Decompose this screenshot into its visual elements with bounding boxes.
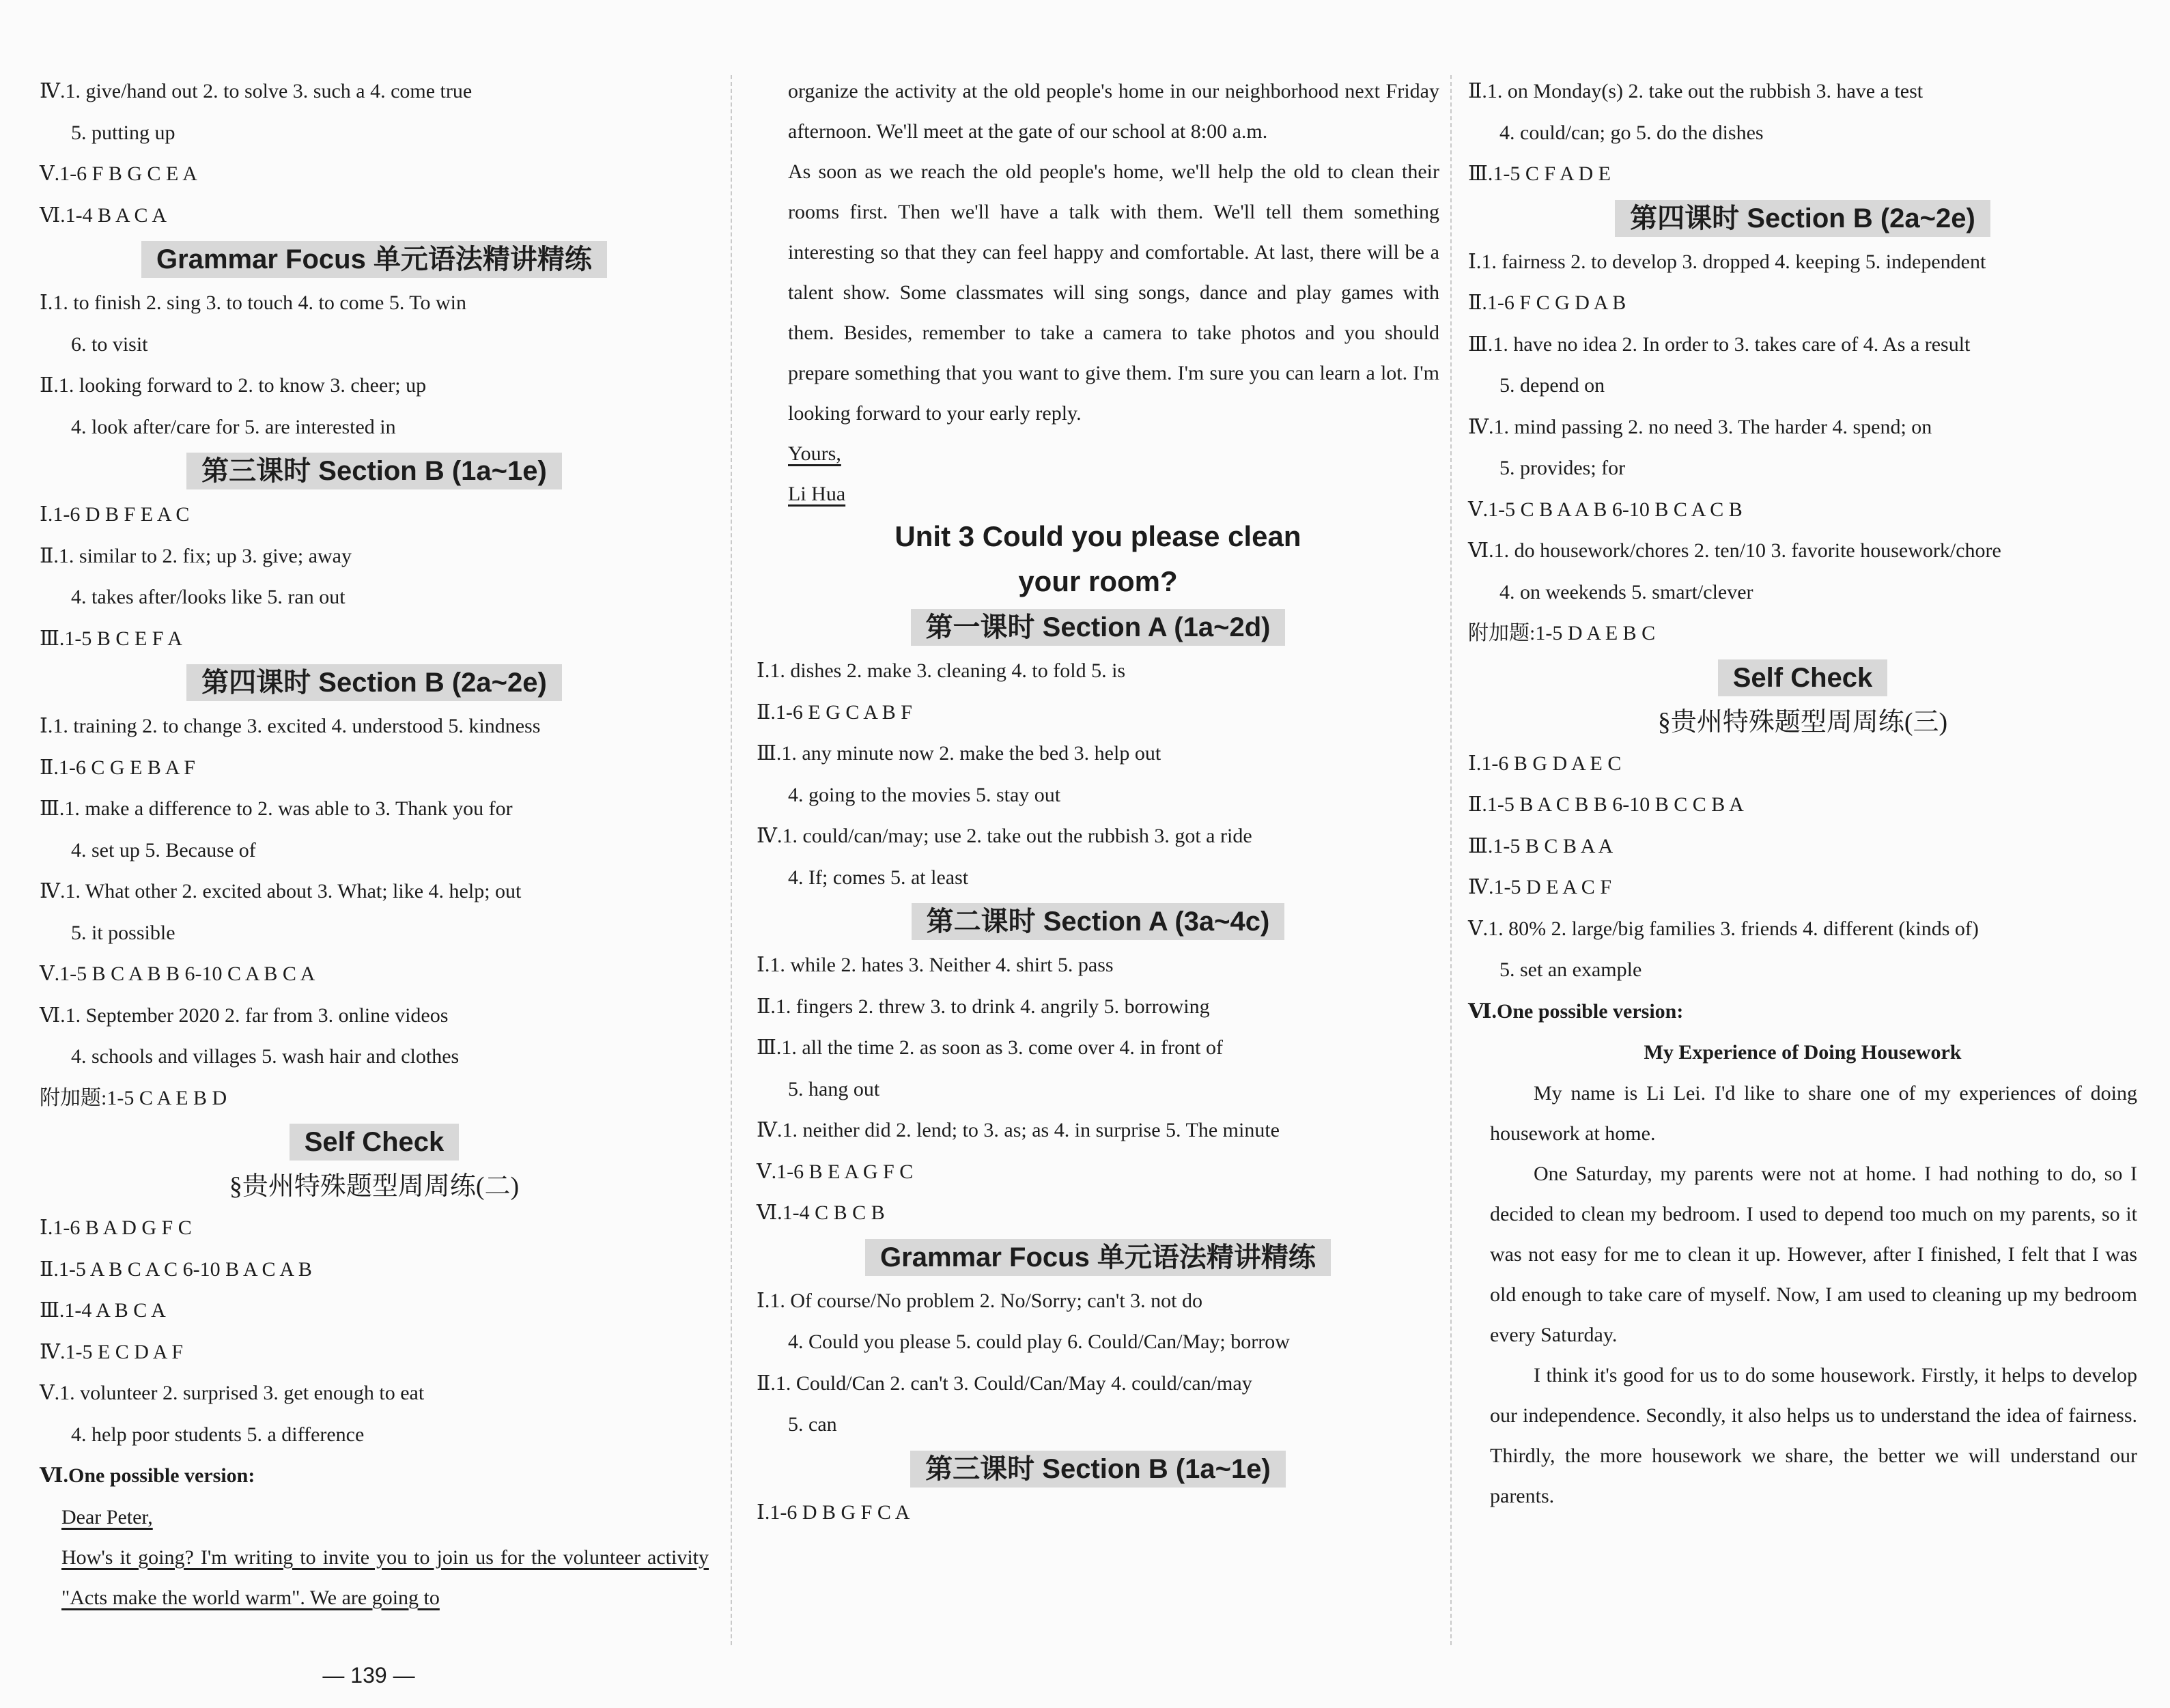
essay-paragraph: One Saturday, my parents were not at home. I had nothing to do, so I decided to clean my bedroom. I used to depend too much on my parents, so it was not easy for me to clean it up. However, after I finished, I felt that I was old enough to take care of myself. Now, I am used to cleaning up my bedroom every Saturday.	[1490, 1163, 2137, 1346]
answer-line: Ⅱ.1. similar to 2. fix; up 3. give; away	[40, 544, 352, 567]
answer-line: Ⅲ.1. have no idea 2. In order to 3. takes care of 4. As a result	[1468, 332, 1971, 356]
weekly-title: §贵州特殊题型周周练(二)	[229, 1172, 520, 1201]
answer-line: Ⅰ.1. fairness 2. to develop 3. dropped 4. keeping 5. independent	[1468, 250, 1986, 273]
answer-line: Ⅲ.1-5 C F A D E	[1468, 162, 1611, 185]
essay-paragraph: My name is Li Lei. I'd like to share one of my experiences of doing housework at home.	[1490, 1082, 2137, 1145]
answer-line: Ⅵ.1. September 2020 2. far from 3. online videos	[40, 1004, 449, 1027]
section-heading: Self Check	[1468, 655, 2137, 701]
version-label: Ⅵ.One possible version:	[40, 1464, 255, 1487]
answer-line: 4. schools and villages 5. wash hair and clothes	[71, 1045, 460, 1068]
answer-line: Ⅳ.1-5 E C D A F	[40, 1340, 183, 1363]
answer-line: Ⅳ.1. give/hand out 2. to solve 3. such a 4. come true	[40, 80, 473, 102]
answer-line: Ⅱ.1-5 A B C A C 6-10 B A C A B	[40, 1257, 312, 1281]
answer-line: 4. Could you please 5. could play 6. Could/Can/May; borrow	[788, 1330, 1290, 1353]
answer-line: Ⅳ.1. mind passing 2. no need 3. The harder 4. spend; on	[1468, 415, 1932, 438]
answer-line: 4. set up 5. Because of	[71, 838, 256, 862]
answer-line: Ⅳ.1-5 D E A C F	[1468, 876, 1611, 898]
letter-paragraph: As soon as we reach the old people's home, we'll help the old to clean their rooms first. Then we'll have a talk with them. We'll tell them something interesting so that they can feel happy and comfortable. At last, there will be a talent show. Some classmates will sing songs, dance and play games with them. Besides, remember to take a camera to take photos and you should prepare something that you want to give them. I'm sure you can learn a lot. I'm looking forward to your early reply.	[788, 160, 1439, 425]
answer-line: Ⅳ.1. neither did 2. lend; to 3. as; as 4. in surprise 5. The minute	[757, 1119, 1280, 1141]
answer-line: Ⅴ.1-6 B E A G F C	[757, 1160, 914, 1183]
answer-line: 4. look after/care for 5. are interested in	[71, 415, 396, 438]
letter-signature: Li Hua	[788, 483, 846, 505]
answer-line: Ⅲ.1. make a difference to 2. was able to 3. Thank you for	[40, 797, 513, 820]
essay-title: My Experience of Doing Housework	[1644, 1041, 1962, 1064]
answer-line: Ⅱ.1-6 C G E B A F	[40, 756, 195, 779]
answer-line: Ⅲ.1-5 B C E F A	[40, 627, 182, 650]
page-number: — 139 —	[322, 1663, 415, 1688]
answer-line: Ⅰ.1. while 2. hates 3. Neither 4. shirt 5. pass	[757, 954, 1114, 976]
section-heading: Grammar Focus 单元语法精讲精练	[40, 236, 709, 283]
answer-line: 5. hang out	[788, 1077, 880, 1100]
answer-line: Ⅵ.1-4 C B C B	[757, 1201, 885, 1224]
letter-closing: Yours,	[788, 442, 841, 465]
weekly-title: §贵州特殊题型周周练(三)	[1657, 707, 1948, 737]
unit-title: Unit 3 Could you please clean	[894, 520, 1301, 552]
answer-line: Ⅴ.1-6 F B G C E A	[40, 162, 197, 185]
answer-line: 附加题:1-5 C A E B D	[40, 1086, 227, 1109]
answer-line: 附加题:1-5 D A E B C	[1468, 622, 1656, 644]
answer-line: Ⅵ.1. do housework/chores 2. ten/10 3. favorite housework/chore	[1468, 539, 2001, 562]
answer-line: Ⅲ.1-4 A B C A	[40, 1299, 166, 1322]
answer-line: Ⅱ.1. on Monday(s) 2. take out the rubbish 3. have a test	[1468, 80, 1924, 102]
unit-title: your room?	[1018, 565, 1178, 597]
answer-line: 4. going to the movies 5. stay out	[788, 783, 1061, 806]
answer-line: Ⅱ.1. Could/Can 2. can't 3. Could/Can/May 4. could/can/may	[757, 1371, 1252, 1395]
section-heading: 第二课时 Section A (3a~4c)	[757, 898, 1439, 945]
answer-line: 5. depend on	[1499, 374, 1605, 397]
column-right	[1468, 71, 2137, 1516]
section-heading: 第一课时 Section A (1a~2d)	[757, 604, 1439, 651]
section-heading: 第四课时 Section B (2a~2e)	[40, 659, 709, 706]
section-heading: Self Check	[40, 1119, 709, 1165]
column-middle	[757, 71, 1439, 1533]
answer-line: Ⅳ.1. could/can/may; use 2. take out the rubbish 3. got a ride	[757, 825, 1252, 847]
answer-line: Ⅲ.1. any minute now 2. make the bed 3. help out	[757, 742, 1161, 765]
section-heading: 第三课时 Section B (1a~1e)	[757, 1446, 1439, 1492]
answer-line: Ⅰ.1. dishes 2. make 3. cleaning 4. to fold 5. is	[757, 659, 1126, 682]
answer-line: Ⅰ.1-6 D B G F C A	[757, 1500, 910, 1524]
answer-line: Ⅰ.1-6 B G D A E C	[1468, 752, 1622, 775]
column-divider	[1450, 75, 1452, 1645]
answer-line: Ⅱ.1. fingers 2. threw 3. to drink 4. angrily 5. borrowing	[757, 995, 1210, 1018]
section-heading: 第四课时 Section B (2a~2e)	[1468, 195, 2137, 242]
answer-line: 5. can	[788, 1413, 837, 1436]
answer-line: Ⅴ.1. 80% 2. large/big families 3. friends 4. different (kinds of)	[1468, 917, 1979, 940]
answer-line: 5. it possible	[71, 921, 175, 944]
column-divider	[731, 75, 732, 1645]
essay-paragraph: I think it's good for us to do some housework. Firstly, it helps to develop our independence. Secondly, it also helps us to understand the idea of fairness. Thirdly, the more housework we share, the better we will understand our parents.	[1490, 1364, 2137, 1507]
answer-line: Ⅴ.1-5 B C A B B 6-10 C A B C A	[40, 963, 315, 985]
answer-line: Ⅲ.1-5 B C B A A	[1468, 834, 1614, 857]
answer-line: Ⅴ.1-5 C B A A B 6-10 B C A C B	[1468, 498, 1743, 521]
answer-line: Ⅵ.1-4 B A C A	[40, 203, 167, 227]
answer-line: 6. to visit	[71, 332, 148, 356]
answer-line: 4. takes after/looks like 5. ran out	[71, 586, 346, 608]
section-heading: 第三课时 Section B (1a~1e)	[40, 448, 709, 494]
answer-line: Ⅰ.1-6 D B F E A C	[40, 503, 190, 526]
answer-line: 5. provides; for	[1499, 457, 1626, 479]
version-label: Ⅵ.One possible version:	[1468, 999, 1684, 1023]
answer-line: 4. help poor students 5. a difference	[71, 1423, 365, 1446]
answer-line: 4. on weekends 5. smart/clever	[1499, 580, 1753, 603]
answer-line: Ⅱ.1-6 F C G D A B	[1468, 291, 1626, 314]
answer-line: 5. putting up	[71, 121, 175, 144]
column-left	[40, 71, 709, 1618]
answer-line: Ⅳ.1. What other 2. excited about 3. What; like 4. help; out	[40, 880, 522, 902]
answer-line: Ⅱ.1-6 E G C A B F	[757, 700, 912, 724]
answer-line: 5. set an example	[1499, 958, 1642, 981]
answer-line: Ⅱ.1. looking forward to 2. to know 3. cheer; up	[40, 374, 427, 397]
answer-line: Ⅰ.1-6 B A D G F C	[40, 1216, 192, 1239]
answer-line: Ⅲ.1. all the time 2. as soon as 3. come over 4. in front of	[757, 1036, 1223, 1059]
answer-line: Ⅰ.1. training 2. to change 3. excited 4. understood 5. kindness	[40, 715, 541, 737]
letter-paragraph: How's it going? I'm writing to invite you to join us for the volunteer activity "Acts make the world warm". We are going to	[61, 1546, 709, 1609]
answer-line: Ⅰ.1. to finish 2. sing 3. to touch 4. to come 5. To win	[40, 291, 467, 314]
answer-line: 4. If; comes 5. at least	[788, 866, 969, 889]
answer-line: Ⅴ.1. volunteer 2. surprised 3. get enough to eat	[40, 1382, 425, 1404]
answer-line: 4. could/can; go 5. do the dishes	[1499, 121, 1764, 144]
section-heading: Grammar Focus 单元语法精讲精练	[757, 1234, 1439, 1281]
answer-line: Ⅰ.1. Of course/No problem 2. No/Sorry; can't 3. not do	[757, 1289, 1202, 1312]
letter-greeting: Dear Peter,	[61, 1505, 153, 1528]
answer-line: Ⅱ.1-5 B A C B B 6-10 B C C B A	[1468, 793, 1744, 816]
letter-paragraph: organize the activity at the old people's home in our neighborhood next Friday afternoon. We'll meet at the gate of our school at 8:00 a.m.	[788, 80, 1439, 143]
